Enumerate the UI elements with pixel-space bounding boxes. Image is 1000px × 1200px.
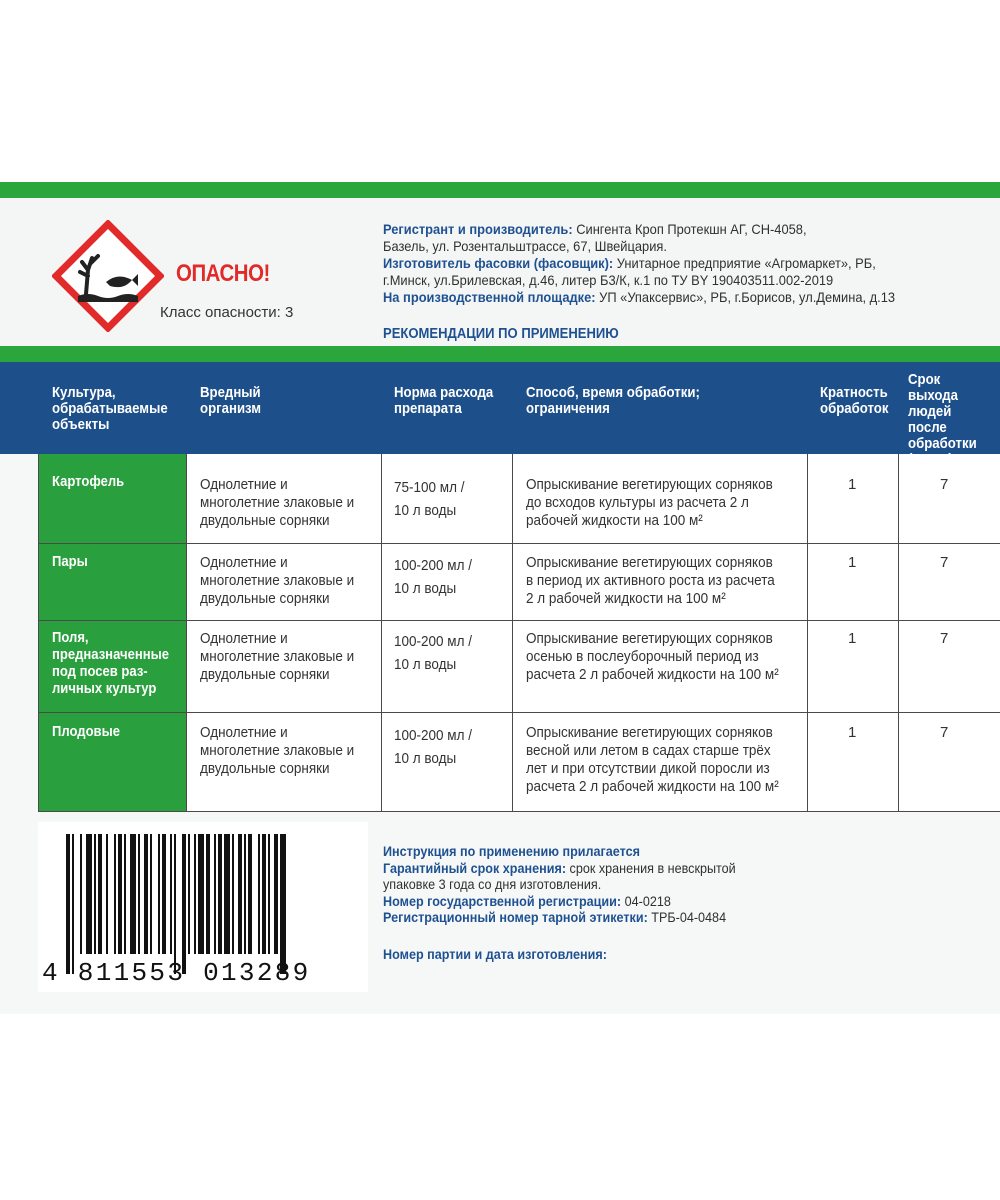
tare-value: ТРБ-04-0484 — [647, 909, 727, 925]
barcode-bar — [198, 834, 204, 954]
packer-value: Унитарное предприятие «Агромаркет», РБ, — [613, 255, 876, 271]
packer-address: г.Минск, ул.Брилевская, д.46, литер Б3/К, к.1 по ТУ BY 190403511.002-2019 — [383, 272, 834, 288]
site-value: УП «Упаксервис», РБ, г.Борисов, ул.Демина, д.13 — [595, 289, 896, 305]
barcode-bar — [258, 834, 260, 954]
table-row-rate: 100-200 мл / 10 л воды — [394, 727, 472, 767]
producer-info — [383, 221, 983, 306]
registrant-address: Базель, ул. Розентальштрассе, 67, Швейцария. — [383, 238, 667, 254]
table-row-pest: Однолетние и многолетние злаковые и двудольные сорняки — [200, 630, 355, 683]
shelf-life-label: Гарантийный срок хранения: — [383, 859, 567, 876]
header-times: Кратность обработок — [820, 384, 889, 417]
barcode-bar — [118, 834, 122, 954]
registration-label: Номер государственной регистрации: — [383, 892, 622, 909]
instruction-note: Инструкция по применению прилагается — [383, 843, 640, 859]
barcode-bar — [224, 834, 230, 954]
barcode-bar — [150, 834, 152, 954]
table-row-crop: Поля, предназначенные под посев раз- личных культур — [52, 630, 169, 697]
barcode-bar — [138, 834, 140, 954]
barcode-bar — [274, 834, 278, 954]
table-border — [186, 454, 187, 812]
table-row-method: Опрыскивание вегетирующих сорняков в период их активного роста из расчета 2 л рабочей жидкости на 100 м² — [526, 554, 775, 607]
barcode-bar — [174, 834, 176, 974]
storage-info — [383, 843, 983, 926]
signal-word: ОПАСНО! — [176, 260, 270, 287]
table-row-times: 1 — [848, 724, 857, 741]
barcode-bar — [218, 834, 222, 954]
table-row-times: 1 — [848, 630, 857, 647]
table-row-times: 1 — [848, 554, 857, 571]
barcode-bar — [124, 834, 126, 954]
table-border — [381, 454, 382, 812]
table-row-pest: Однолетние и многолетние злаковые и двудольные сорняки — [200, 554, 355, 607]
table-row-exit: 7 — [940, 630, 949, 647]
hazard-class: Класс опасности: 3 — [160, 304, 294, 321]
barcode-bar — [214, 834, 216, 954]
barcode-bar — [248, 834, 252, 954]
barcode-bar — [98, 834, 102, 954]
barcode-bar — [238, 834, 242, 954]
header-exit: Срок выхода людей после обработки — [908, 371, 977, 452]
packer-label: Изготовитель фасовки (фасовщик): — [383, 255, 614, 271]
table-row-rate: 100-200 мл / 10 л воды — [394, 557, 472, 597]
barcode-bar — [80, 834, 82, 954]
table-row-exit: 7 — [940, 724, 949, 741]
table-row-crop: Пары — [52, 554, 88, 570]
barcode-bar — [66, 834, 70, 974]
barcode-bar — [86, 834, 92, 954]
shelf-life-details: упаковке 3 года со дня изготовления. — [383, 876, 602, 892]
table-border — [512, 454, 513, 812]
top-green-stripe — [0, 182, 1000, 198]
table-border — [38, 712, 1000, 713]
table-row-exit: 7 — [940, 476, 949, 493]
barcode-bar — [262, 834, 266, 954]
registrant-label: Регистрант и производитель: — [383, 221, 573, 237]
barcode-bar — [106, 834, 108, 954]
barcode-bar — [206, 834, 210, 954]
barcode-bar — [268, 834, 270, 954]
barcode-bar — [182, 834, 186, 974]
barcode-bar — [232, 834, 234, 954]
table-row-method: Опрыскивание вегетирующих сорняков весной или летом в садах старше трёх лет и при отсутствии дикой поросли из расчета 2 л рабочей жидкости на 100 м² — [526, 724, 779, 795]
registration-value: 04-0218 — [621, 892, 671, 909]
shelf-life-value: срок хранения в невскрытой — [566, 859, 736, 876]
header-pest: Вредный организм — [200, 384, 262, 417]
table-row-crop: Картофель — [52, 474, 125, 490]
table-border — [38, 620, 1000, 621]
header-method: Способ, время обработки; ограничения — [526, 384, 700, 417]
table-border — [807, 454, 808, 812]
table-row-method: Опрыскивание вегетирующих сорняков осенью в послеуборочный период из расчета 2 л рабочей жидкости на 100 м² — [526, 630, 779, 683]
table-row-crop: Плодовые — [52, 724, 120, 740]
barcode-bar — [114, 834, 116, 954]
barcode-bar — [72, 834, 74, 974]
barcode-bar — [188, 834, 190, 954]
recommendations-title: РЕКОМЕНДАЦИИ ПО ПРИМЕНЕНИЮ — [383, 326, 619, 342]
barcode-bar — [144, 834, 148, 954]
tare-label: Регистрационный номер тарной этикетки: — [383, 909, 648, 925]
barcode-bar — [94, 834, 96, 954]
barcode-bar — [244, 834, 246, 954]
barcode-digits: 4 811553 013289 — [42, 958, 311, 988]
batch-label: Номер партии и дата изготовления: — [383, 946, 607, 962]
table-border — [898, 454, 899, 812]
header-rate: Норма расхода препарата — [394, 384, 494, 417]
middle-green-stripe — [0, 346, 1000, 362]
table-border — [38, 454, 39, 812]
barcode-bar — [162, 834, 166, 954]
header-crop: Культура, обрабатываемые объекты — [52, 384, 168, 433]
registrant-value: Сингента Кроп Протекшн АГ, СН-4058, — [572, 221, 807, 237]
barcode-bar — [194, 834, 196, 954]
barcode-bar — [280, 834, 286, 974]
barcode-bar — [170, 834, 172, 954]
table-row-pest: Однолетние и многолетние злаковые и двудольные сорняки — [200, 724, 355, 777]
barcode-bar — [158, 834, 160, 954]
table-row-method: Опрыскивание вегетирующих сорняков до всходов культуры из расчета 2 л рабочей жидкости на 100 м² — [526, 476, 773, 529]
table-row-exit: 7 — [940, 554, 949, 571]
table-row-rate: 100-200 мл / 10 л воды — [394, 633, 472, 673]
environment-hazard-icon — [52, 220, 164, 332]
table-row-times: 1 — [848, 476, 857, 493]
table-row-pest: Однолетние и многолетние злаковые и двудольные сорняки — [200, 476, 355, 529]
table-border — [38, 543, 1000, 544]
table-row-rate: 75-100 мл / 10 л воды — [394, 479, 465, 519]
barcode-bar — [130, 834, 136, 954]
site-label: На производственной площадке: — [383, 289, 596, 305]
